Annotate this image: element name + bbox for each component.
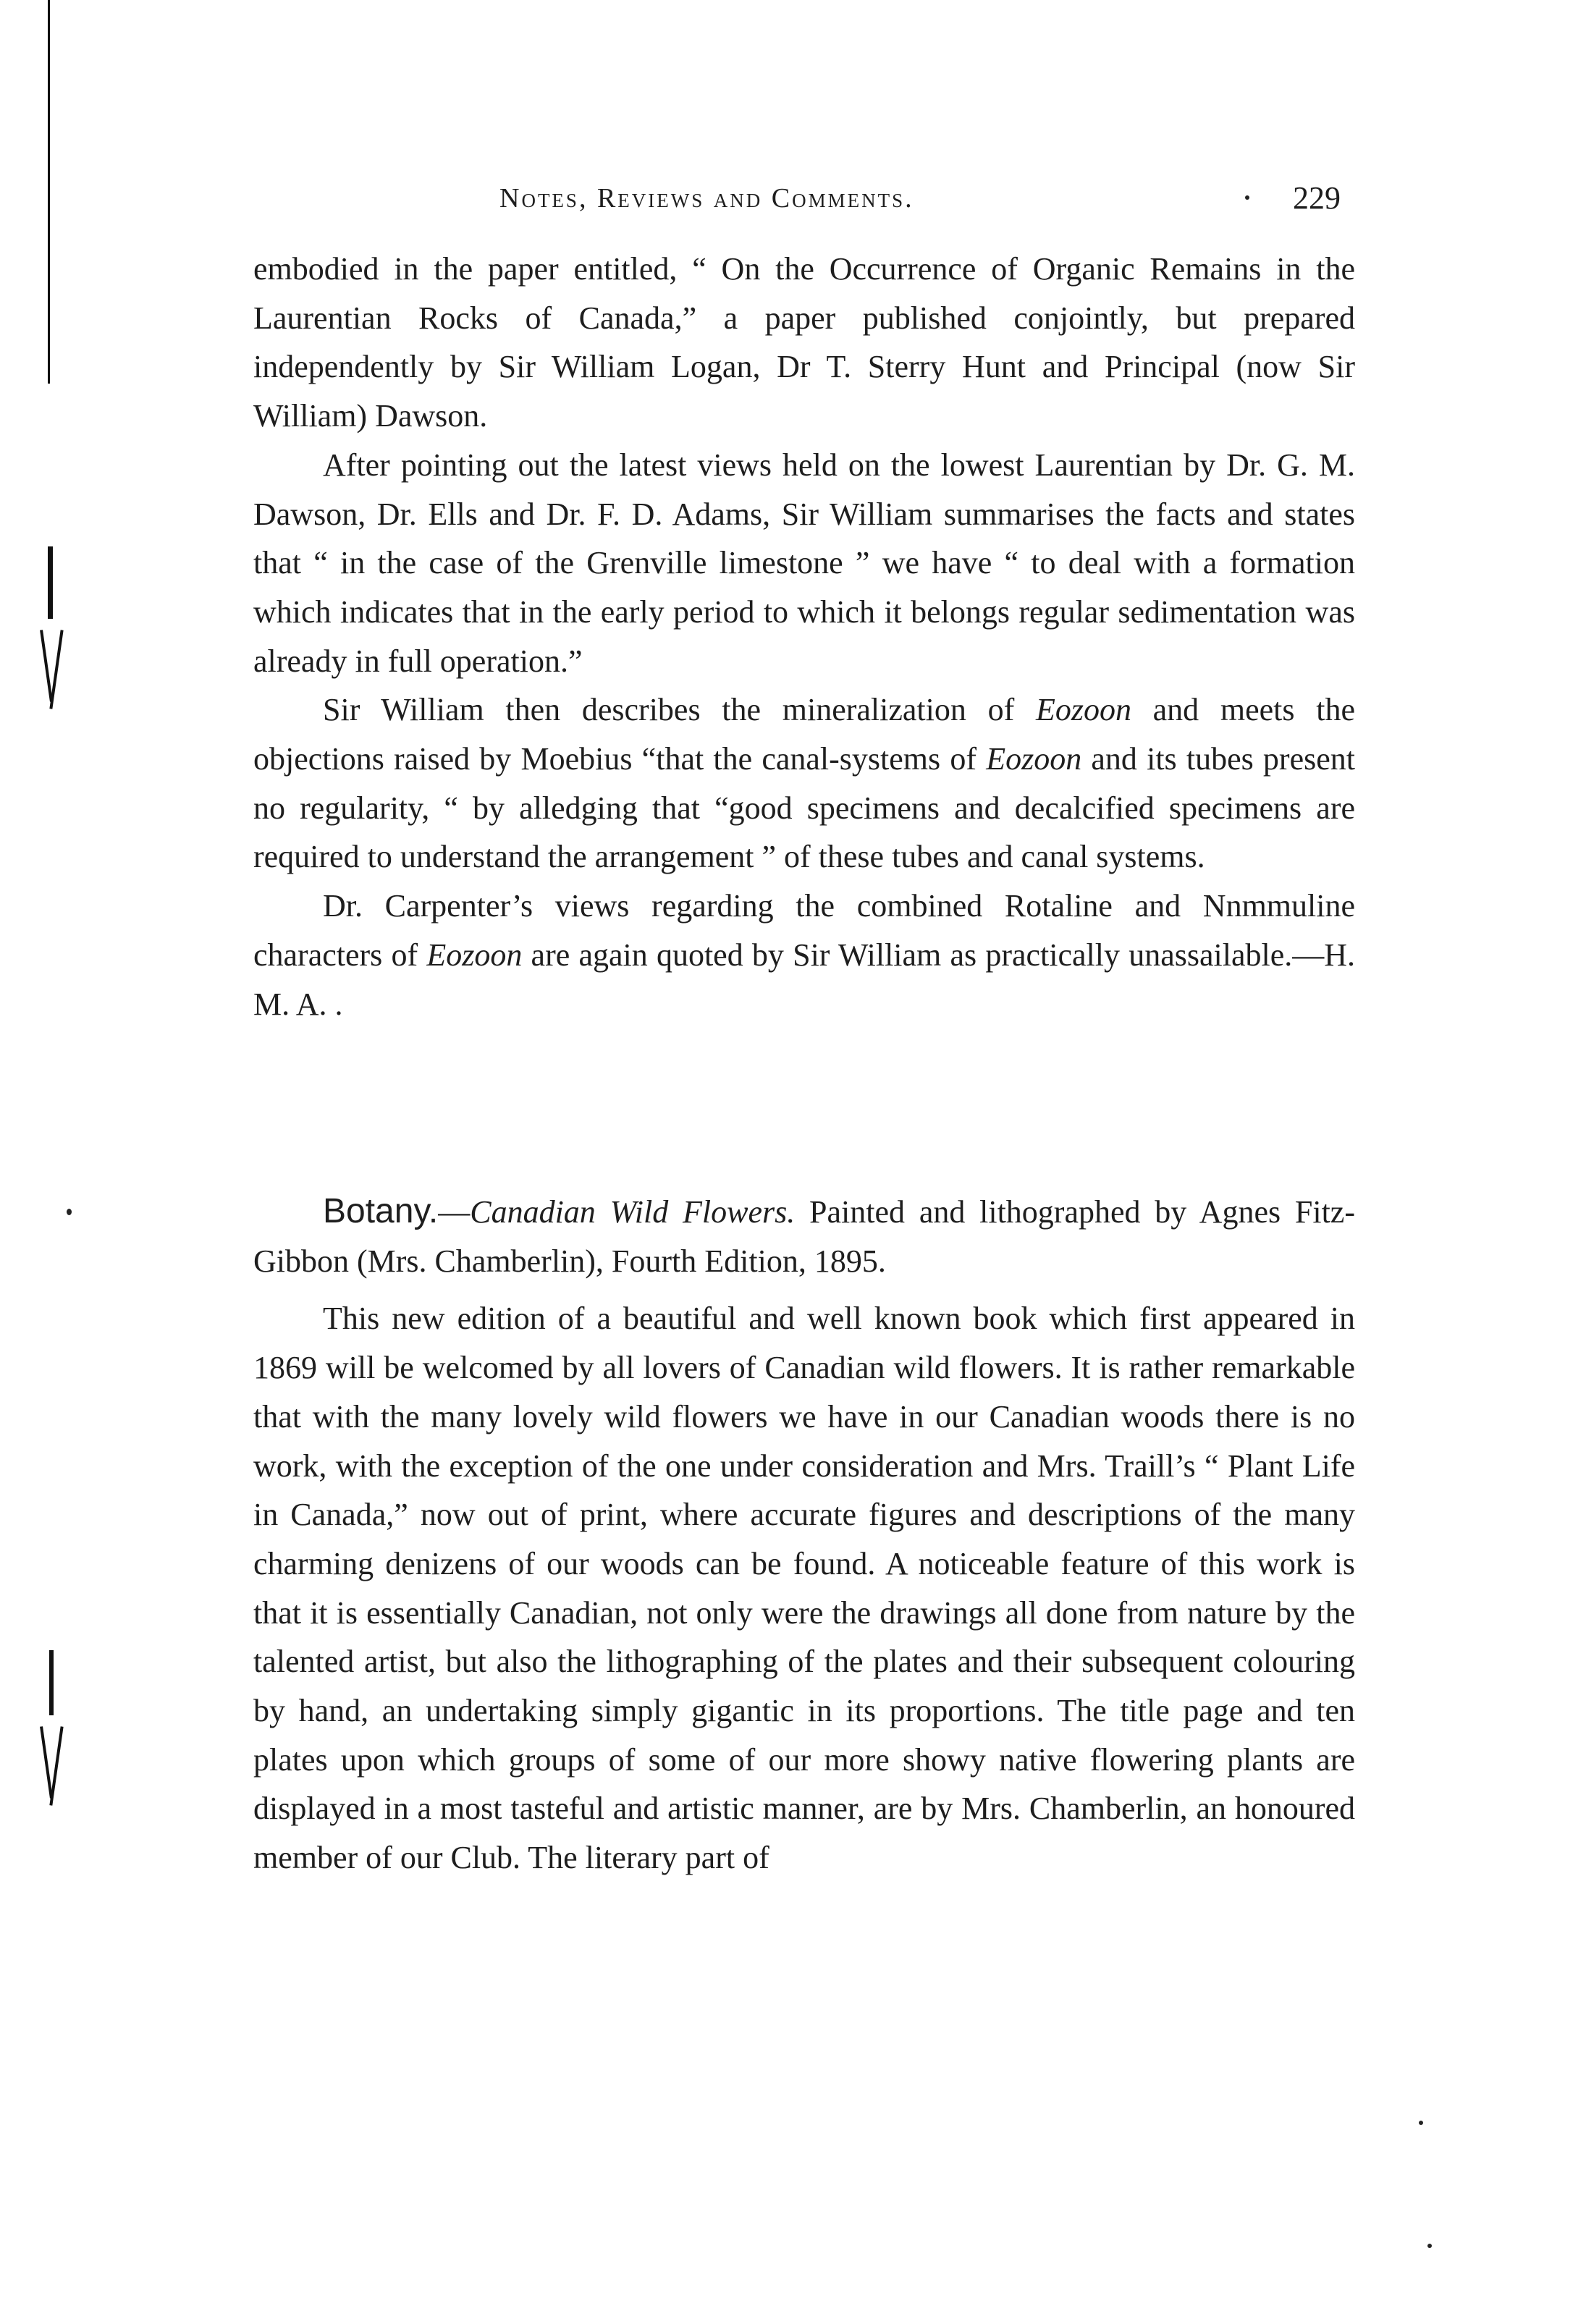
taxon-name: Eozoon — [426, 937, 523, 973]
paragraph: This new edition of a beautiful and well known book which first appeared in 1869 will be welcomed by all lovers of Canadian wild flowers. It is rather remarkable that with the many lovely wild flowers we have in our Canadian woods there is no work, with the exception of the one under consideration and Mrs. Traill’s “ Plant Life in Canada,” now out of print, where accurate figures and descriptions of the many charming denizens of our woods can be found. A noticeable feature of this work is that it is essentially Canadian, not only were the drawings all done from nature by the talented artist, but also the lithographing of the plates and their subsequent colouring by hand, an undertaking simply gigantic in its proportions. The title page and ten plates upon which groups of some of our more showy native flowering plants are displayed in a most tasteful and artistic manner, are by Mrs. Chamberlin, an honoured member of our Club. The literary part of — [253, 1301, 1355, 1876]
paragraph — [253, 882, 1355, 1028]
heading-dash: — — [438, 1194, 471, 1230]
scan-speck — [1427, 2244, 1432, 2248]
scan-speck — [67, 1209, 72, 1215]
paragraph-text: and meets the objections raised by Moebius “that the canal-systems of — [253, 692, 1355, 777]
scan-edge-line — [48, 0, 50, 384]
paragraph-text: are again quoted by Sir William as practically unassailable.—H. M. A. . — [253, 937, 1356, 1022]
body-text — [253, 245, 1355, 1028]
scan-mark-1 — [48, 546, 53, 619]
header-dot — [1245, 195, 1249, 200]
scan-speck — [1419, 2121, 1423, 2125]
scan-mark-4 — [49, 1650, 54, 1715]
paragraph — [253, 685, 1355, 882]
scan-mark-5 — [40, 1726, 53, 1799]
paragraph-text: Dr. Carpenter’s views regarding the combined Rotaline and Nnmmuline characters of — [253, 888, 1355, 973]
section-heading: Botany. — [323, 1192, 439, 1230]
running-head: Notes, Reviews and Comments. — [499, 183, 914, 214]
scan-mark-3 — [49, 630, 63, 709]
taxon-name: Eozoon — [1035, 692, 1131, 728]
review-heading — [253, 1187, 1355, 1285]
book-title: Canadian Wild Flowers. — [470, 1194, 796, 1230]
taxon-name: Eozoon — [986, 741, 1082, 777]
scan-mark-6 — [49, 1726, 63, 1805]
botany-review — [253, 1187, 1355, 1883]
paragraph-text: and its tubes present no regularity, “ by alledging that “good specimens and decalcified specimens are required to understand the arrangement ” of these tubes and canal systems. — [253, 741, 1355, 875]
scan-mark-2 — [40, 630, 53, 702]
book-citation: Painted and lithographed by Agnes Fitz-Gibbon (Mrs. Chamberlin), Fourth Edition, 1895. — [253, 1194, 1355, 1279]
paragraph: embodied in the paper entitled, “ On the Occurrence of Organic Remains in the Laurentian Rocks of Canada,” a paper published conjointly, but prepared independently by Sir William Logan, Dr T. Sterry Hunt and Principal (now Sir William) Dawson. — [253, 251, 1355, 434]
page-number: 229 — [1293, 180, 1341, 216]
paragraph-text: Sir William then describes the mineralization of — [323, 692, 1036, 728]
paragraph: After pointing out the latest views held on the lowest Laurentian by Dr. G. M. Dawson, Dr. Ells and Dr. F. D. Adams, Sir William summarises the facts and states that “ in the case of the Grenville limestone ” we have “ to deal with a formation which indicates that in the early period to which it belongs regular sedimentation was already in full operation.” — [253, 447, 1355, 679]
